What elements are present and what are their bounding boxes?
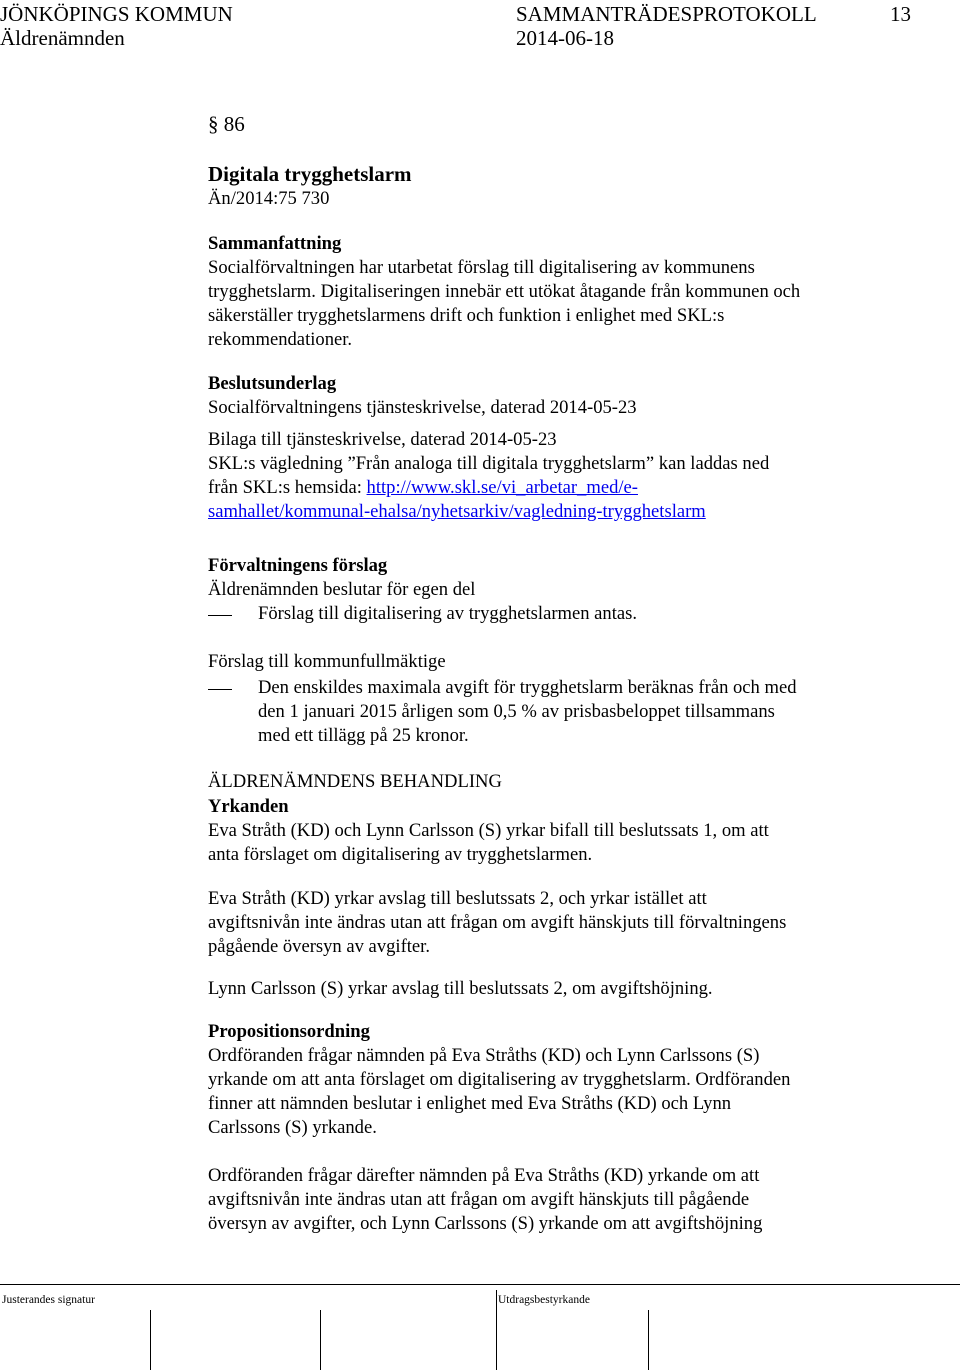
basis-item: Bilaga till tjänsteskrivelse, daterad 2014-05-23	[208, 429, 557, 450]
signature-divider	[150, 1310, 151, 1370]
order-heading: Propositionsordning	[208, 1021, 370, 1042]
order-line: yrkande om att anta förslaget om digitalisering av trygghetslarm. Ordföranden	[208, 1069, 791, 1090]
motions-heading: Yrkanden	[208, 796, 289, 817]
basis-heading: Beslutsunderlag	[208, 373, 337, 394]
signature-divider	[496, 1290, 497, 1370]
page-number: 13	[890, 2, 911, 26]
signature-divider	[648, 1310, 649, 1370]
proposal-bullet: Förslag till digitalisering av trygghetslarmen antas.	[258, 603, 638, 624]
paragraph-number: § 86	[208, 112, 245, 136]
proposal-intro: Äldrenämnden beslutar för egen del	[208, 579, 476, 600]
council-bullet-line: Den enskildes maximala avgift för trygghetslarm beräknas från och med	[258, 677, 797, 698]
motion-line: Eva Stråth (KD) och Lynn Carlsson (S) yrkar bifall till beslutssats 1, om att	[208, 820, 769, 841]
summary-line: Socialförvaltningen har utarbetat förslag till digitalisering av kommunens	[208, 257, 755, 278]
motion-line: Lynn Carlsson (S) yrkar avslag till beslutssats 2, om avgiftshöjning.	[208, 978, 713, 999]
header-doc-type: SAMMANTRÄDESPROTOKOLL	[516, 2, 817, 26]
motion-line: anta förslaget om digitalisering av trygghetslarmen.	[208, 844, 593, 865]
summary-line: rekommendationer.	[208, 329, 353, 350]
order-line: Carlssons (S) yrkande.	[208, 1117, 377, 1138]
council-bullet-line: den 1 januari 2015 årligen som 0,5 % av prisbasbeloppet tillsammans	[258, 701, 775, 722]
order-line: Ordföranden frågar därefter nämnden på Eva Stråths (KD) yrkande om att	[208, 1165, 760, 1186]
footer-left-label: Justerandes signatur	[2, 1294, 95, 1306]
summary-line: säkerställer trygghetslarmens drift och funktion i enlighet med SKL:s	[208, 305, 725, 326]
order-line: översyn av avgifter, och Lynn Carlssons (S) yrkande om att avgiftshöjning	[208, 1213, 763, 1234]
order-line: Ordföranden frågar nämnden på Eva Stråths (KD) och Lynn Carlssons (S)	[208, 1045, 760, 1066]
order-line: avgiftsnivån inte ändras utan att frågan om avgift hänskjuts till pågående	[208, 1189, 750, 1210]
footer-right-label: Utdragsbestyrkande	[498, 1294, 590, 1306]
motion-line: avgiftsnivån inte ändras utan att frågan om avgift hänskjuts till förvaltningens	[208, 912, 787, 933]
motion-line: Eva Stråth (KD) yrkar avslag till beslutssats 2, och yrkar istället att	[208, 888, 707, 909]
basis-item: SKL:s vägledning ”Från analoga till digitala trygghetslarm” kan laddas ned	[208, 453, 770, 474]
case-number: Än/2014:75 730	[208, 188, 330, 209]
header-date: 2014-06-18	[516, 26, 614, 50]
basis-item-prefix: från SKL:s hemsida:	[208, 477, 367, 498]
signature-divider	[320, 1310, 321, 1370]
page-title: Digitala trygghetslarm	[208, 162, 412, 186]
basis-item: Socialförvaltningens tjänsteskrivelse, daterad 2014-05-23	[208, 397, 637, 418]
order-line: finner att nämnden beslutar i enlighet med Eva Stråths (KD) och Lynn	[208, 1093, 732, 1114]
dash-bullet	[208, 615, 232, 616]
dash-bullet	[208, 689, 232, 690]
skl-link-continued[interactable]: samhallet/kommunal-ehalsa/nyhetsarkiv/vagledning-trygghetslarm	[208, 501, 706, 522]
header-committee: Äldrenämnden	[0, 26, 125, 50]
summary-heading: Sammanfattning	[208, 233, 342, 254]
summary-line: trygghetslarm. Digitaliseringen innebär ett utökat åtagande från kommunen och	[208, 281, 801, 302]
handling-heading: ÄLDRENÄMNDENS BEHANDLING	[208, 771, 502, 792]
header-org: JÖNKÖPINGS KOMMUN	[0, 2, 233, 26]
skl-link[interactable]: http://www.skl.se/vi_arbetar_med/e-	[366, 477, 638, 498]
basis-item-line	[208, 476, 638, 500]
footer-rule	[0, 1284, 960, 1285]
council-bullet-line: med ett tillägg på 25 kronor.	[258, 725, 469, 746]
council-heading: Förslag till kommunfullmäktige	[208, 651, 446, 672]
proposal-heading: Förvaltningens förslag	[208, 555, 388, 576]
motion-line: pågående översyn av avgifter.	[208, 936, 430, 957]
